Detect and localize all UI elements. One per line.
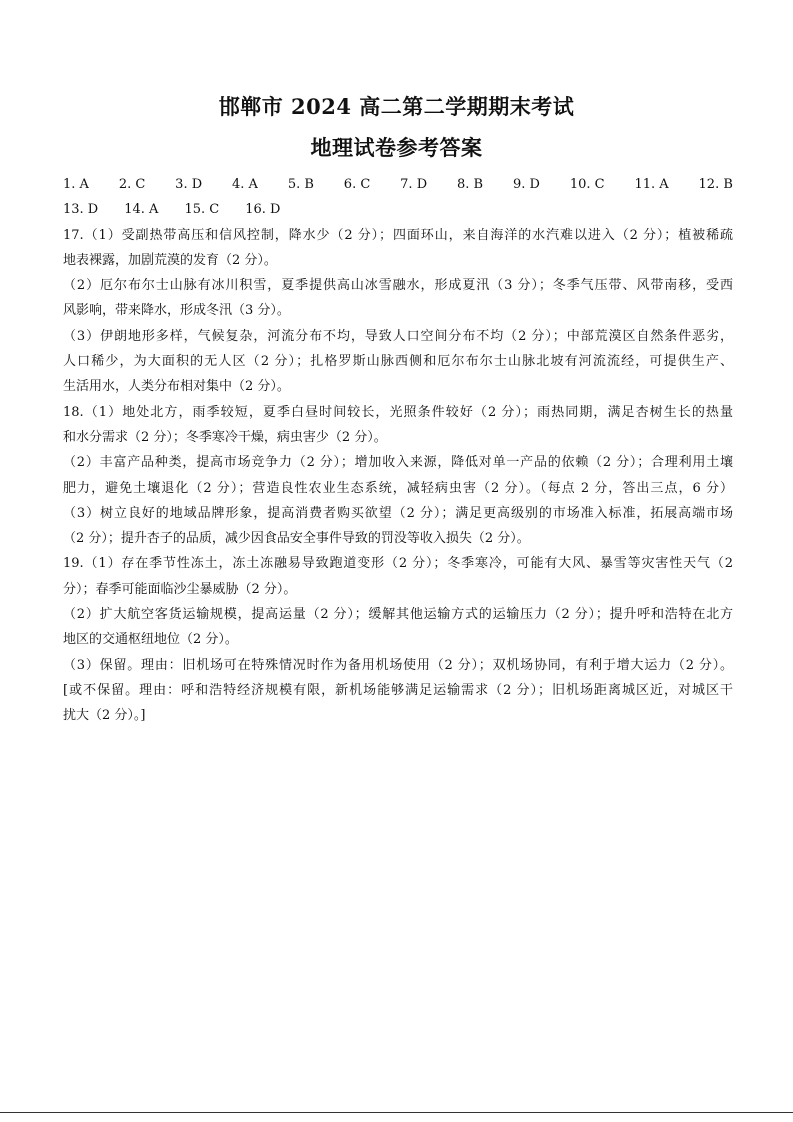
mc-answer: 2. C: [118, 177, 146, 192]
page-title: 邯郸市 2024 高二第二学期期末考试: [218, 94, 575, 119]
mc-answer: 13. D: [63, 202, 99, 218]
mc-answer: 9. D: [512, 177, 540, 192]
mc-answer: 7. D: [400, 177, 428, 192]
answer-line: （2）扩大航空客货运输规模，提高运量（2 分）；缓解其他运输方式的运输压力（2 分）；提升呼和浩特在北方: [63, 607, 733, 623]
mc-answer: 4. A: [232, 177, 258, 192]
bottom-rule: [0, 1112, 793, 1113]
mc-answer: 16. D: [245, 202, 281, 218]
answer-line: （3）树立良好的地域品牌形象，提高消费者购买欲望（2 分）；满足更高级别的市场准入标准，拓展高端市场: [63, 505, 733, 521]
answer-content: [63, 172, 733, 729]
answer-line: 地区的交通枢纽地位（2 分）。: [63, 632, 238, 648]
answer-line: （2 分）；提升杏子的品质，减少因食品安全事件导致的罚没等收入损失（2 分）。: [63, 531, 530, 547]
mc-answer: 1. A: [63, 177, 89, 192]
answer-line: 风影响，带来降水，形成冬汛（3 分）。: [63, 303, 290, 319]
answer-line: 肥力，避免土壤退化（2 分）；营造良性农业生态系统，减轻病虫害（2 分）。（每点 2 分，答出三点，6 分）: [63, 480, 733, 496]
answer-line: 分）；春季可能面临沙尘暴威胁（2 分）。: [63, 581, 297, 597]
mc-answer: 8. B: [457, 177, 484, 192]
answer-line: 和水分需求（2 分）；冬季寒冷干燥，病虫害少（2 分）。: [63, 429, 387, 445]
answer-line: 生活用水，人类分布相对集中（2 分）。: [63, 379, 290, 395]
answer-line: （3）伊朗地形多样，气候复杂，河流分布不均，导致人口空间分布不均（2 分）；中部荒漠区自然条件恶劣，: [63, 328, 733, 344]
mc-answer: 11. A: [634, 177, 669, 192]
answer-line: 19.（1）存在季节性冻土，冻土冻融易导致跑道变形（2 分）；冬季寒冷，可能有大风、暴雪等灾害性天气（2: [63, 556, 733, 572]
answer-line: 扰大（2 分）。]: [63, 708, 146, 724]
answer-line: （2）丰富产品种类，提高市场竞争力（2 分）；增加收入来源，降低对单一产品的依赖（2 分）；合理利用土壤: [63, 455, 733, 471]
mc-answer: 12. B: [698, 177, 733, 192]
answer-line: 地表裸露，加剧荒漠的发育（2 分）。: [63, 252, 277, 268]
answer-line: [或不保留。理由：呼和浩特经济规模有限，新机场能够满足运输需求（2 分）；旧机场距离城区近，对城区干: [63, 682, 733, 698]
answer-line: （2）厄尔布尔士山脉有冰川积雪，夏季提供高山冰雪融水，形成夏汛（3 分）；冬季气压带、风带南移，受西: [63, 278, 733, 294]
answer-line: 17.（1）受副热带高压和信风控制，降水少（2 分）；四面环山，来自海洋的水汽难以进入（2 分）；植被稀疏: [63, 227, 733, 243]
mc-answer: 6. C: [343, 177, 371, 192]
mc-answer: 15. C: [184, 202, 220, 218]
mc-answer: 10. C: [569, 177, 605, 192]
multiple-choice-row-1: [63, 172, 733, 197]
mc-answer: 5. B: [287, 177, 314, 192]
page-subtitle: 地理试卷参考答案: [310, 135, 483, 160]
multiple-choice-row-2: [63, 197, 733, 222]
answer-line: 人口稀少，为大面积的无人区（2 分）；扎格罗斯山脉西侧和厄尔布尔士山脉北坡有河流流经，可提供生产、: [63, 354, 733, 370]
answer-line: 18.（1）地处北方，雨季较短，夏季白昼时间较长，光照条件较好（2 分）；雨热同期，满足杏树生长的热量: [63, 404, 733, 420]
mc-answer: 3. D: [175, 177, 203, 192]
mc-answer: 14. A: [124, 202, 159, 218]
answer-line: （3）保留。理由：旧机场可在特殊情况时作为备用机场使用（2 分）；双机场协同，有利于增大运力（2 分）。: [63, 657, 733, 673]
